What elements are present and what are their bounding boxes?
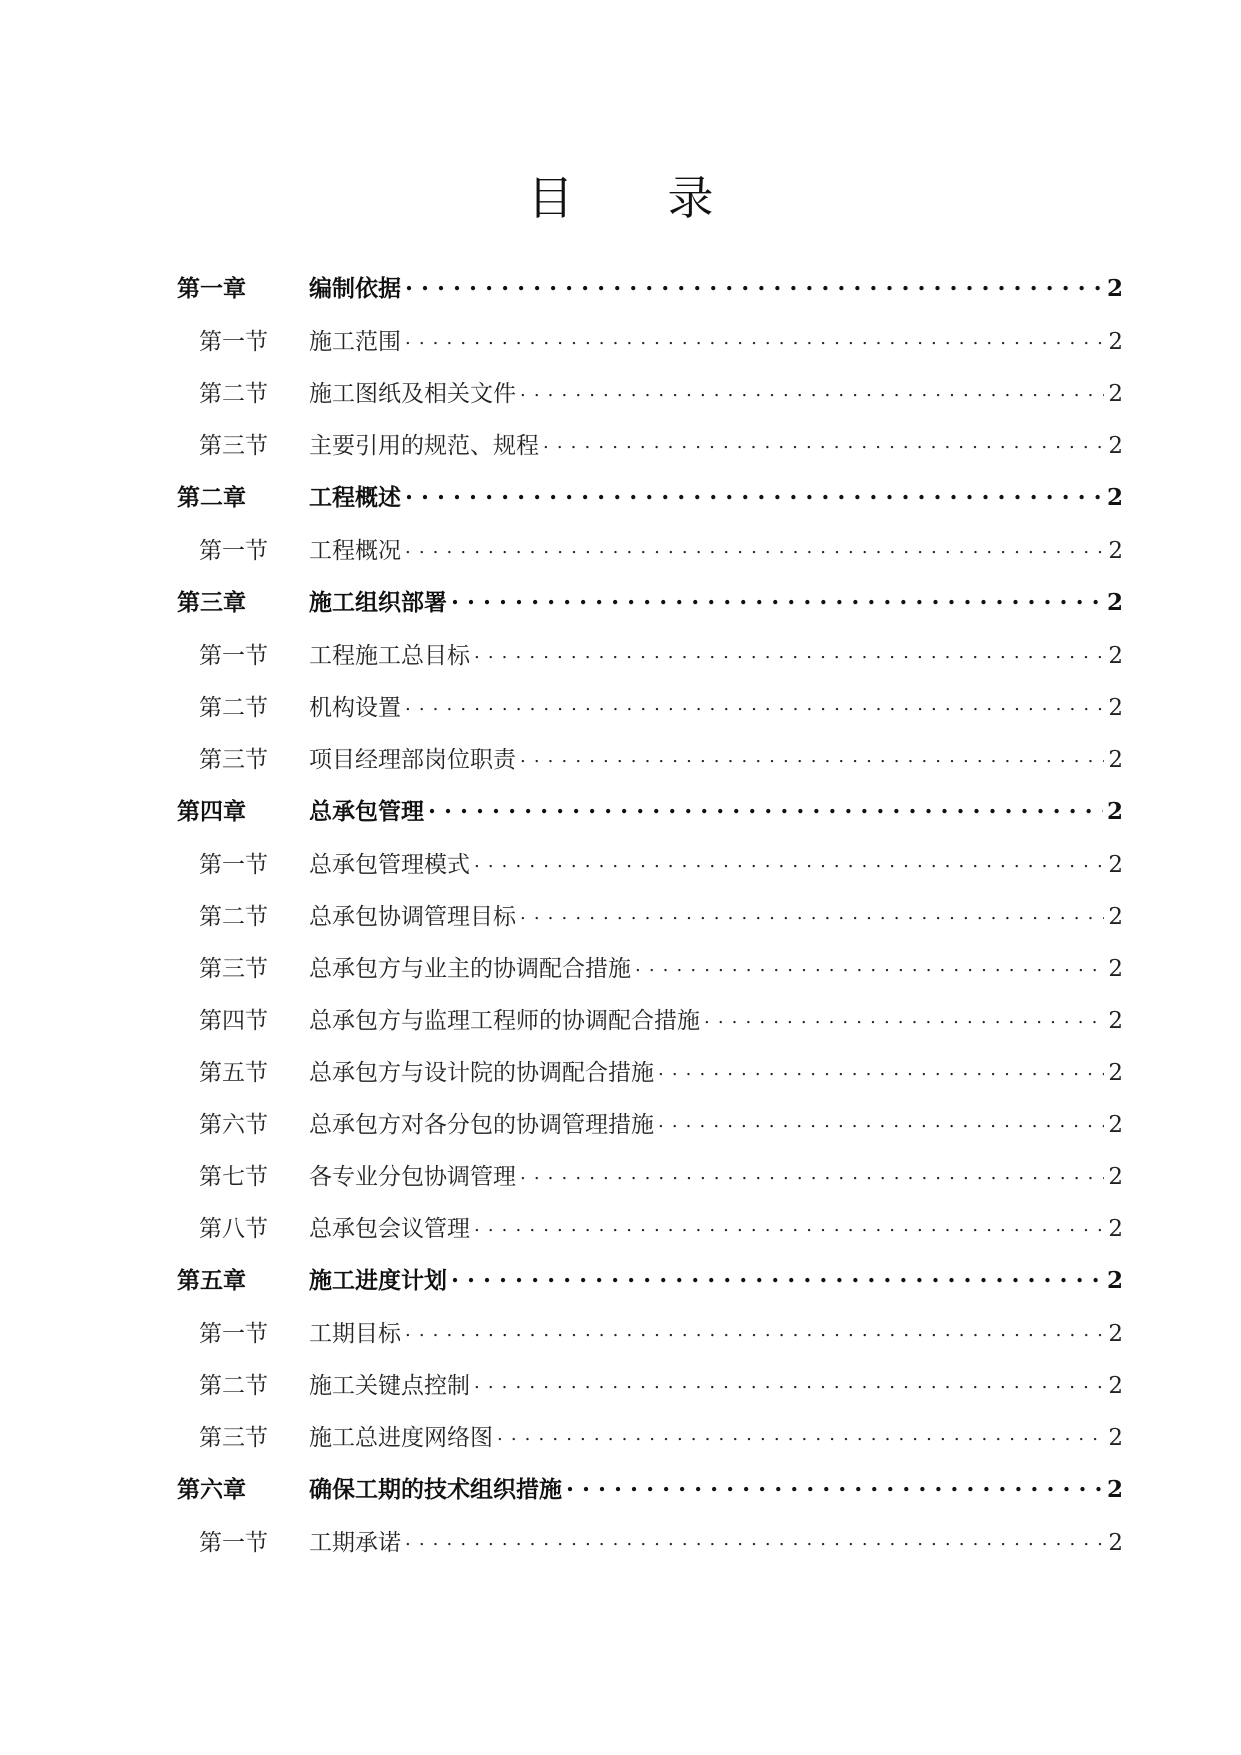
toc-page-number: 2 bbox=[1108, 904, 1123, 930]
toc-page-number: 2 bbox=[1108, 433, 1123, 459]
title-char-2: 录 bbox=[667, 171, 714, 225]
toc-entry-label: 第一节 bbox=[199, 538, 268, 564]
toc-entry-label: 第二节 bbox=[199, 1373, 268, 1399]
toc-page-number: 2 bbox=[1108, 1060, 1123, 1086]
toc-entry-label: 第六章 bbox=[177, 1476, 246, 1503]
toc-entry-label: 第四章 bbox=[177, 798, 246, 825]
toc-entry-label: 第一节 bbox=[199, 1321, 268, 1347]
toc-section-entry[interactable] bbox=[177, 1524, 1123, 1576]
toc-page-number: 2 bbox=[1108, 1425, 1123, 1451]
toc-entry-label: 第二章 bbox=[177, 484, 246, 511]
toc-dot-leader bbox=[474, 848, 1104, 872]
toc-page-number: 2 bbox=[1108, 643, 1123, 669]
toc-entry-label: 第一节 bbox=[199, 1530, 268, 1556]
toc-entry-label: 第五章 bbox=[177, 1267, 246, 1294]
toc-page-number: 2 bbox=[1106, 589, 1123, 616]
toc-section-entry[interactable] bbox=[177, 427, 1123, 479]
toc-section-entry[interactable] bbox=[177, 1106, 1123, 1158]
toc-section-entry[interactable] bbox=[177, 637, 1123, 689]
toc-section-entry[interactable] bbox=[177, 1002, 1123, 1054]
toc-dot-leader bbox=[474, 639, 1104, 663]
toc-page-number: 2 bbox=[1108, 381, 1123, 407]
toc-dot-leader bbox=[520, 743, 1104, 767]
toc-section-entry[interactable] bbox=[177, 1158, 1123, 1210]
toc-entry-title: 施工关键点控制 bbox=[309, 1373, 470, 1399]
toc-entry-title: 总承包方与设计院的协调配合措施 bbox=[309, 1060, 654, 1086]
toc-entry-label: 第一节 bbox=[199, 852, 268, 878]
toc-page-number: 2 bbox=[1108, 1216, 1123, 1242]
toc-entry-label: 第三节 bbox=[199, 1425, 268, 1451]
toc-entry-title: 项目经理部岗位职责 bbox=[309, 747, 516, 773]
toc-page-number: 2 bbox=[1108, 329, 1123, 355]
toc-entry-label: 第七节 bbox=[199, 1164, 268, 1190]
toc-dot-leader bbox=[474, 1212, 1104, 1236]
toc-dot-leader bbox=[658, 1108, 1104, 1132]
toc-chapter-entry[interactable] bbox=[177, 793, 1123, 846]
toc-entry-label: 第三章 bbox=[177, 589, 246, 616]
title-char-1: 目 bbox=[527, 171, 574, 225]
toc-entry-title: 总承包方与业主的协调配合措施 bbox=[309, 956, 631, 982]
table-of-contents bbox=[177, 270, 1123, 1576]
toc-dot-leader bbox=[451, 586, 1103, 610]
toc-section-entry[interactable] bbox=[177, 950, 1123, 1002]
toc-section-entry[interactable] bbox=[177, 1210, 1123, 1262]
toc-entry-title: 施工范围 bbox=[309, 329, 401, 355]
toc-page-number: 2 bbox=[1108, 747, 1123, 773]
toc-dot-leader bbox=[566, 1473, 1103, 1497]
toc-chapter-entry[interactable] bbox=[177, 584, 1123, 637]
toc-entry-label: 第四节 bbox=[199, 1008, 268, 1034]
toc-section-entry[interactable] bbox=[177, 1054, 1123, 1106]
toc-entry-label: 第一节 bbox=[199, 329, 268, 355]
toc-section-entry[interactable] bbox=[177, 375, 1123, 427]
toc-section-entry[interactable] bbox=[177, 846, 1123, 898]
toc-page-number: 2 bbox=[1106, 1267, 1123, 1294]
toc-entry-label: 第八节 bbox=[199, 1216, 268, 1242]
toc-section-entry[interactable] bbox=[177, 1315, 1123, 1367]
toc-entry-label: 第三节 bbox=[199, 956, 268, 982]
toc-page-number: 2 bbox=[1108, 538, 1123, 564]
toc-entry-title: 总承包方与监理工程师的协调配合措施 bbox=[309, 1008, 700, 1034]
toc-entry-label: 第二节 bbox=[199, 695, 268, 721]
toc-entry-label: 第五节 bbox=[199, 1060, 268, 1086]
toc-entry-title: 工程施工总目标 bbox=[309, 643, 470, 669]
toc-page-number: 2 bbox=[1106, 1476, 1123, 1503]
toc-entry-title: 确保工期的技术组织措施 bbox=[309, 1476, 562, 1503]
toc-page-number: 2 bbox=[1108, 695, 1123, 721]
toc-dot-leader bbox=[405, 534, 1104, 558]
toc-page-number: 2 bbox=[1108, 852, 1123, 878]
toc-entry-title: 工程概述 bbox=[309, 484, 401, 511]
toc-dot-leader bbox=[520, 900, 1104, 924]
toc-dot-leader bbox=[451, 1264, 1103, 1288]
page-title bbox=[0, 162, 1241, 228]
toc-entry-title: 施工组织部署 bbox=[309, 589, 447, 616]
toc-entry-label: 第二节 bbox=[199, 381, 268, 407]
toc-page-number: 2 bbox=[1108, 1530, 1123, 1556]
toc-page-number: 2 bbox=[1106, 275, 1123, 302]
toc-chapter-entry[interactable] bbox=[177, 479, 1123, 532]
toc-entry-title: 机构设置 bbox=[309, 695, 401, 721]
toc-entry-label: 第三节 bbox=[199, 747, 268, 773]
toc-dot-leader bbox=[405, 481, 1103, 505]
toc-entry-label: 第一节 bbox=[199, 643, 268, 669]
toc-dot-leader bbox=[635, 952, 1104, 976]
toc-entry-title: 总承包管理模式 bbox=[309, 852, 470, 878]
toc-page-number: 2 bbox=[1108, 1008, 1123, 1034]
toc-page-number: 2 bbox=[1108, 956, 1123, 982]
toc-section-entry[interactable] bbox=[177, 532, 1123, 584]
toc-section-entry[interactable] bbox=[177, 741, 1123, 793]
toc-chapter-entry[interactable] bbox=[177, 1262, 1123, 1315]
toc-entry-title: 总承包会议管理 bbox=[309, 1216, 470, 1242]
toc-section-entry[interactable] bbox=[177, 323, 1123, 375]
toc-page-number: 2 bbox=[1106, 484, 1123, 511]
toc-entry-title: 总承包方对各分包的协调管理措施 bbox=[309, 1112, 654, 1138]
toc-dot-leader bbox=[658, 1056, 1104, 1080]
toc-entry-title: 施工进度计划 bbox=[309, 1267, 447, 1294]
toc-section-entry[interactable] bbox=[177, 898, 1123, 950]
toc-entry-title: 工期目标 bbox=[309, 1321, 401, 1347]
toc-entry-title: 工程概况 bbox=[309, 538, 401, 564]
toc-section-entry[interactable] bbox=[177, 689, 1123, 741]
toc-dot-leader bbox=[543, 429, 1104, 453]
toc-entry-title: 编制依据 bbox=[309, 275, 401, 302]
toc-dot-leader bbox=[405, 691, 1104, 715]
toc-entry-label: 第一章 bbox=[177, 275, 246, 302]
toc-dot-leader bbox=[405, 325, 1104, 349]
toc-entry-title: 工期承诺 bbox=[309, 1530, 401, 1556]
toc-dot-leader bbox=[497, 1421, 1104, 1445]
toc-dot-leader bbox=[405, 1317, 1104, 1341]
toc-entry-label: 第六节 bbox=[199, 1112, 268, 1138]
toc-dot-leader bbox=[520, 1160, 1104, 1184]
toc-dot-leader bbox=[405, 1526, 1104, 1550]
toc-dot-leader bbox=[520, 377, 1104, 401]
toc-dot-leader bbox=[428, 795, 1103, 819]
toc-page-number: 2 bbox=[1108, 1112, 1123, 1138]
toc-entry-label: 第二节 bbox=[199, 904, 268, 930]
toc-entry-title: 施工图纸及相关文件 bbox=[309, 381, 516, 407]
toc-page-number: 2 bbox=[1108, 1321, 1123, 1347]
toc-entry-label: 第三节 bbox=[199, 433, 268, 459]
toc-page-number: 2 bbox=[1108, 1373, 1123, 1399]
toc-entry-title: 总承包管理 bbox=[309, 798, 424, 825]
toc-section-entry[interactable] bbox=[177, 1367, 1123, 1419]
toc-entry-title: 主要引用的规范、规程 bbox=[309, 433, 539, 459]
toc-entry-title: 施工总进度网络图 bbox=[309, 1425, 493, 1451]
toc-section-entry[interactable] bbox=[177, 1419, 1123, 1471]
toc-dot-leader bbox=[474, 1369, 1104, 1393]
toc-page-number: 2 bbox=[1106, 798, 1123, 825]
toc-entry-title: 各专业分包协调管理 bbox=[309, 1164, 516, 1190]
toc-chapter-entry[interactable] bbox=[177, 1471, 1123, 1524]
toc-dot-leader bbox=[405, 272, 1103, 296]
toc-page-number: 2 bbox=[1108, 1164, 1123, 1190]
toc-dot-leader bbox=[704, 1004, 1104, 1028]
toc-entry-title: 总承包协调管理目标 bbox=[309, 904, 516, 930]
toc-chapter-entry[interactable] bbox=[177, 270, 1123, 323]
